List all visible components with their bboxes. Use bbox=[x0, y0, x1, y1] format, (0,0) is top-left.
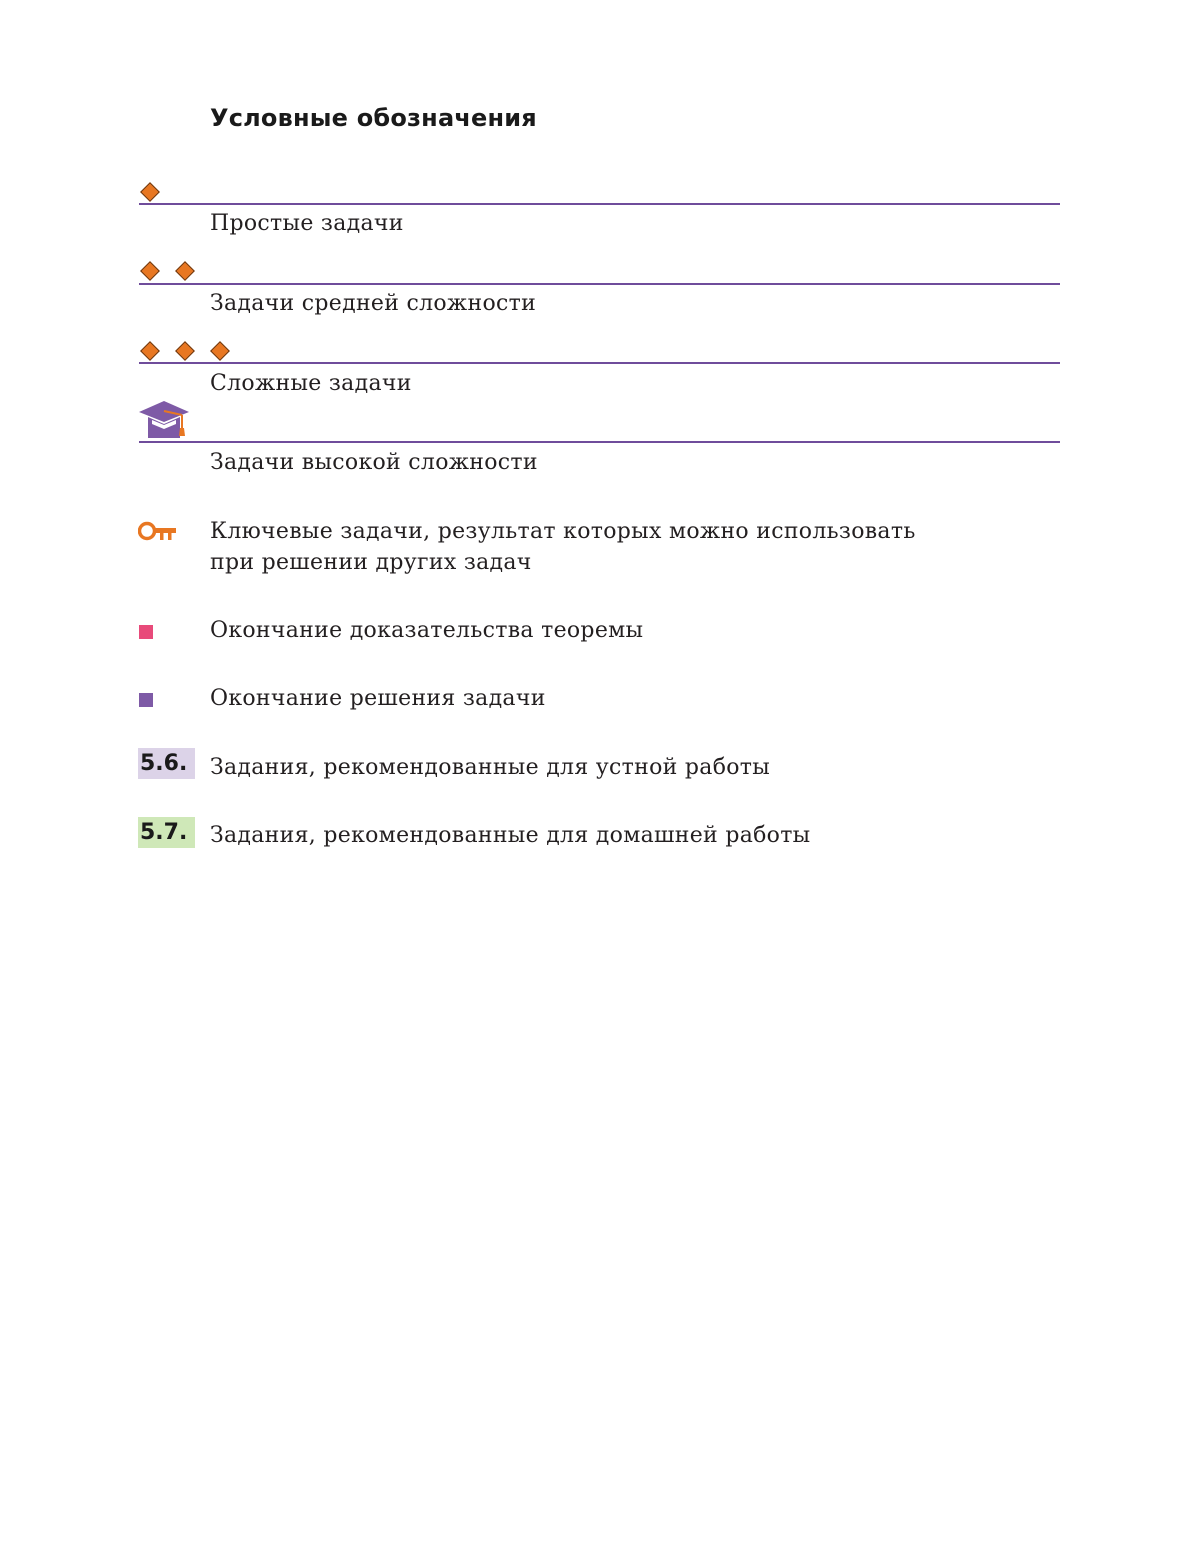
legend-hard-tasks: Сложные задачи bbox=[210, 371, 412, 396]
legend-simple-tasks: Простые задачи bbox=[210, 211, 404, 236]
home-task-number-badge: 5.7. bbox=[138, 817, 195, 848]
divider-line bbox=[139, 362, 1060, 364]
diamond-icon bbox=[140, 261, 160, 281]
page-title: Условные обозначения bbox=[210, 104, 537, 132]
divider-line bbox=[139, 203, 1060, 205]
legend-home-tasks: Задания, рекомендованные для домашней работы bbox=[210, 823, 811, 848]
divider-line bbox=[139, 283, 1060, 285]
diamond-icon bbox=[175, 261, 195, 281]
legend-medium-tasks: Задачи средней сложности bbox=[210, 291, 537, 316]
legend-key-tasks-line1: Ключевые задачи, результат которых можно использовать bbox=[210, 519, 916, 544]
legend-theorem-proof-end: Окончание доказательства теоремы bbox=[210, 618, 644, 643]
legend-key-tasks-line2: при решении других задач bbox=[210, 550, 532, 575]
legend-oral-tasks: Задания, рекомендованные для устной работы bbox=[210, 755, 771, 780]
graduation-cap-icon bbox=[138, 398, 190, 440]
oral-task-number-badge: 5.6. bbox=[138, 748, 195, 779]
diamond-icon bbox=[175, 341, 195, 361]
theorem-end-square-icon bbox=[139, 625, 153, 639]
divider-line bbox=[139, 441, 1060, 443]
legend-very-hard-tasks: Задачи высокой сложности bbox=[210, 450, 538, 475]
diamond-icon bbox=[140, 341, 160, 361]
solution-end-square-icon bbox=[139, 693, 153, 707]
diamond-icon bbox=[210, 341, 230, 361]
legend-task-solution-end: Окончание решения задачи bbox=[210, 686, 546, 711]
diamond-icon bbox=[140, 182, 160, 202]
key-icon bbox=[138, 521, 178, 543]
